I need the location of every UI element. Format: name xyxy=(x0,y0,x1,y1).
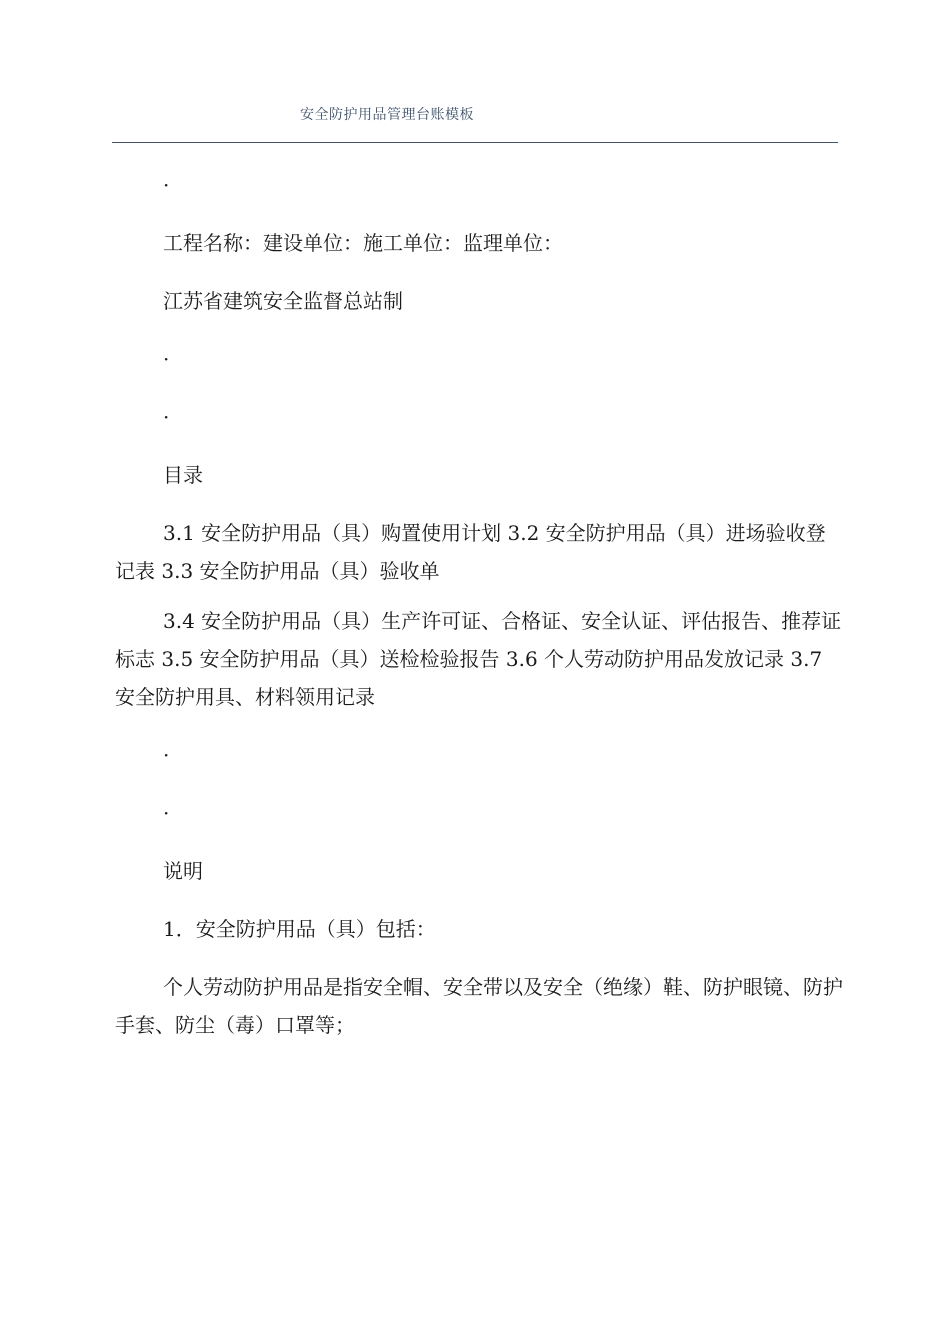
notes-heading: 说明 xyxy=(163,859,203,883)
separator-dot: · xyxy=(163,173,170,197)
separator-dot: · xyxy=(163,405,170,429)
header-divider xyxy=(112,142,838,143)
project-info-line: 工程名称：建设单位：施工单位：监理单位： xyxy=(163,231,563,255)
note-item: 1．安全防护用品（具）包括： xyxy=(163,917,436,941)
separator-dot: · xyxy=(163,743,170,767)
separator-dot: · xyxy=(163,347,170,371)
issuer-line: 江苏省建筑安全监督总站制 xyxy=(163,289,403,313)
separator-dot: · xyxy=(163,801,170,825)
toc-paragraph: 3.1 安全防护用品（具）购置使用计划 3.2 安全防护用品（具）进场验收登记表 3.3 安全防护用品（具）验收单 xyxy=(115,521,826,583)
toc-paragraph: 3.4 安全防护用品（具）生产许可证、合格证、安全认证、评估报告、推荐证标志 3.5 安全防护用品（具）送检检验报告 3.6 个人劳动防护用品发放记录 3.7 安全防护用具、材料领用记录 xyxy=(115,609,842,709)
running-header-title: 安全防护用品管理台账模板 xyxy=(300,107,474,123)
note-detail: 个人劳动防护用品是指安全帽、安全带以及安全（绝缘）鞋、防护眼镜、防护手套、防尘（毒）口罩等； xyxy=(115,975,843,1037)
toc-heading: 目录 xyxy=(163,463,203,487)
document-body xyxy=(115,166,845,1044)
